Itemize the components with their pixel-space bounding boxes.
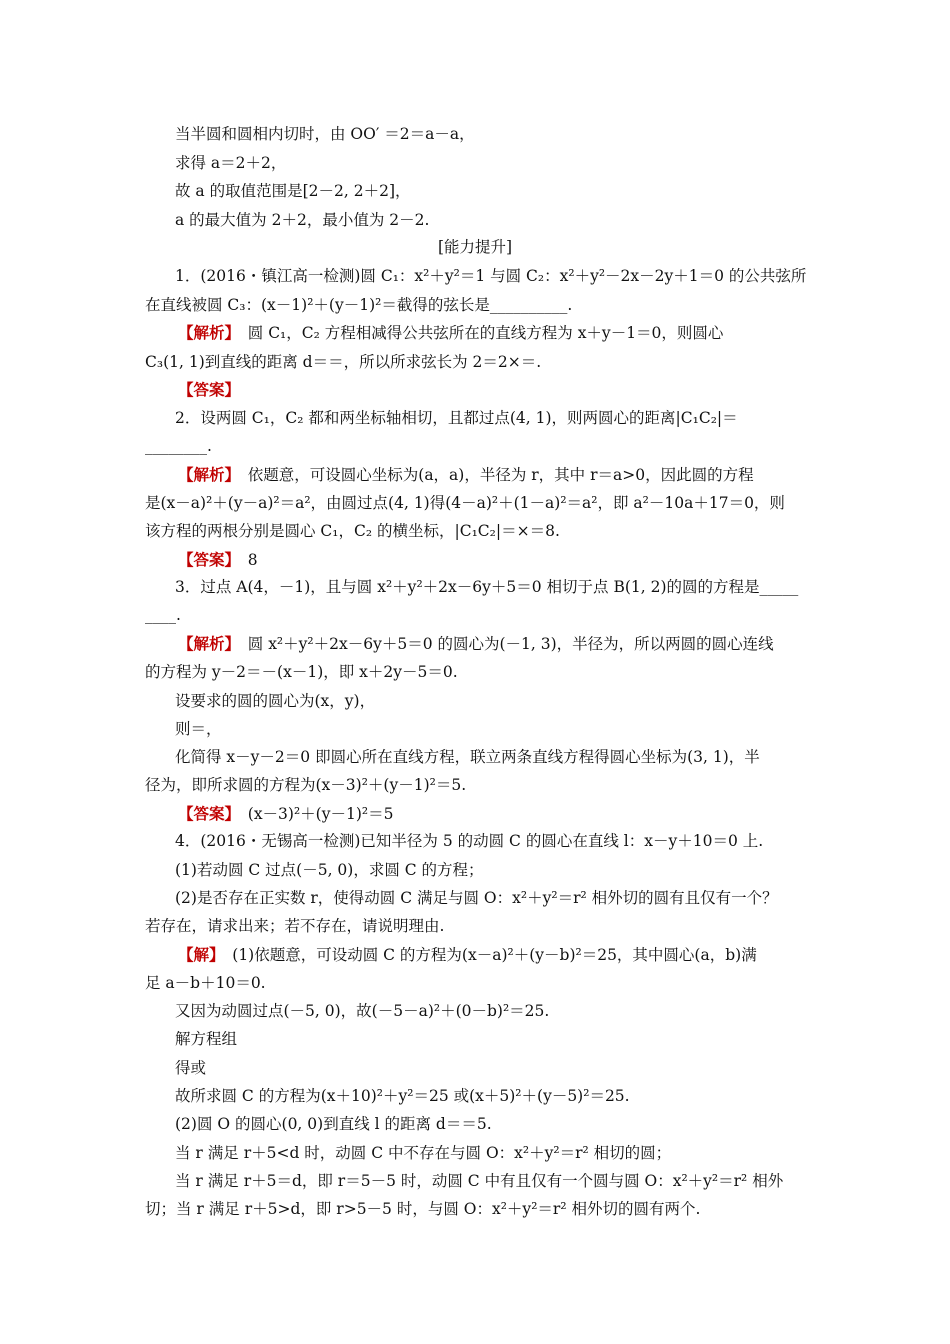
text-line: 当半圆和圆相内切时，由 OO′ ＝2＝a－a，: [175, 125, 475, 143]
answer-text: (x－3)²＋(y－1)²＝5: [232, 805, 394, 823]
problem-2-line: 2．设两圆 C₁，C₂ 都和两坐标轴相切，且都过点(4, 1)，则两圆心的距离|C₁C₂|＝: [175, 409, 738, 427]
answer-line: [178, 549, 258, 571]
text-line: 故 a 的取值范围是[2－2, 2＋2]，: [175, 182, 411, 200]
analysis-line: [178, 464, 754, 486]
analysis-line: C₃(1, 1)到直线的距离 d＝＝，所以所求弦长为 2＝2×＝.: [145, 353, 542, 371]
analysis-text: 圆 x²＋y²＋2x－6y＋5＝0 的圆心为(－1, 3)，半径为，所以两圆的圆心连线: [232, 635, 774, 653]
solution-line: 得或: [175, 1059, 207, 1077]
answer-tag: 【答案】: [178, 550, 233, 569]
solution-line: 故所求圆 C 的方程为(x＋10)²＋y²＝25 或(x＋5)²＋(y－5)²＝25.: [175, 1087, 630, 1105]
analysis-text: 依题意，可设圆心坐标为(a，a)，半径为 r，其中 r＝a>0，因此圆的方程: [232, 466, 754, 484]
problem-4-line: (1)若动圆 C 过点(－5, 0)，求圆 C 的方程；: [175, 861, 484, 879]
answer-tag: 【答案】: [178, 804, 233, 823]
solution-line: [178, 944, 757, 966]
analysis-line: 设要求的圆的圆心为(x，y)，: [175, 692, 376, 710]
solution-line: 解方程组: [175, 1030, 238, 1048]
problem-2-line: ________.: [145, 437, 212, 455]
problem-4-line: 4．(2016・无锡高一检测)已知半径为 5 的动圆 C 的圆心在直线 l：x－y＋10＝0 上.: [175, 832, 764, 850]
answer-tag: 【答案】: [178, 380, 241, 399]
analysis-tag: 【解析】: [178, 634, 233, 653]
section-heading: [能力提升]: [437, 238, 513, 256]
text-line: a 的最大值为 2＋2，最小值为 2－2.: [175, 211, 430, 229]
problem-1-line: 在直线被圆 C₃：(x－1)²＋(y－1)²＝截得的弦长是__________.: [145, 296, 573, 314]
analysis-tag: 【解析】: [178, 465, 233, 484]
problem-4-line: 若存在，请求出来；若不存在，请说明理由.: [145, 917, 445, 935]
solution-line: 又因为动圆过点(－5, 0)，故(－5－a)²＋(0－b)²＝25.: [175, 1002, 550, 1020]
analysis-line: 径为，即所求圆的方程为(x－3)²＋(y－1)²＝5.: [145, 776, 467, 794]
solution-line: 当 r 满足 r＋5＝d，即 r＝5－5 时，动圆 C 中有且仅有一个圆与圆 O：x²＋y²＝r² 相外: [175, 1172, 784, 1190]
analysis-line: 的方程为 y－2＝－(x－1)，即 x＋2y－5＝0.: [145, 663, 458, 681]
solution-line: 当 r 满足 r＋5<d 时，动圆 C 中不存在与圆 O：x²＋y²＝r² 相切的圆；: [175, 1144, 672, 1162]
problem-3-line: ____.: [145, 606, 181, 624]
analysis-line: 是(x－a)²＋(y－a)²＝a²，由圆过点(4, 1)得(4－a)²＋(1－a)²＝a²，即 a²－10a＋17＝0，则: [145, 494, 785, 512]
answer-line: [178, 379, 240, 401]
analysis-line: [178, 322, 723, 344]
analysis-line: [178, 633, 774, 655]
problem-1-line: 1．(2016・镇江高一检测)圆 C₁：x²＋y²＝1 与圆 C₂：x²＋y²－2x－2y＋1＝0 的公共弦所: [175, 267, 807, 285]
solution-line: (2)圆 O 的圆心(0, 0)到直线 l 的距离 d＝＝5.: [175, 1115, 492, 1133]
answer-line: [178, 803, 393, 825]
solution-tag: 【解】: [178, 945, 217, 964]
analysis-text: 圆 C₁，C₂ 方程相减得公共弦所在的直线方程为 x＋y－1＝0，则圆心: [232, 324, 724, 342]
text-line: 求得 a＝2＋2，: [175, 154, 287, 172]
analysis-line: 化简得 x－y－2＝0 即圆心所在直线方程，联立两条直线方程得圆心坐标为(3, 1)，半: [175, 748, 760, 766]
answer-text: 8: [232, 551, 258, 569]
problem-4-line: (2)是否存在正实数 r，使得动圆 C 满足与圆 O：x²＋y²＝r² 相外切的圆有且仅有一个？: [175, 889, 778, 907]
solution-line: 切；当 r 满足 r＋5>d，即 r>5－5 时，与圆 O：x²＋y²＝r² 相外切的圆有两个.: [145, 1200, 701, 1218]
solution-text: (1)依题意，可设动圆 C 的方程为(x－a)²＋(y－b)²＝25，其中圆心(a，b)满: [216, 946, 757, 964]
analysis-tag: 【解析】: [178, 323, 233, 342]
solution-line: 足 a－b＋10＝0.: [145, 974, 266, 992]
problem-3-line: 3．过点 A(4，－1)，且与圆 x²＋y²＋2x－6y＋5＝0 相切于点 B(1, 2)的圆的方程是_____: [175, 578, 799, 596]
analysis-line: 该方程的两根分别是圆心 C₁，C₂ 的横坐标，|C₁C₂|＝×＝8.: [145, 522, 560, 540]
analysis-line: 则＝，: [175, 720, 222, 738]
